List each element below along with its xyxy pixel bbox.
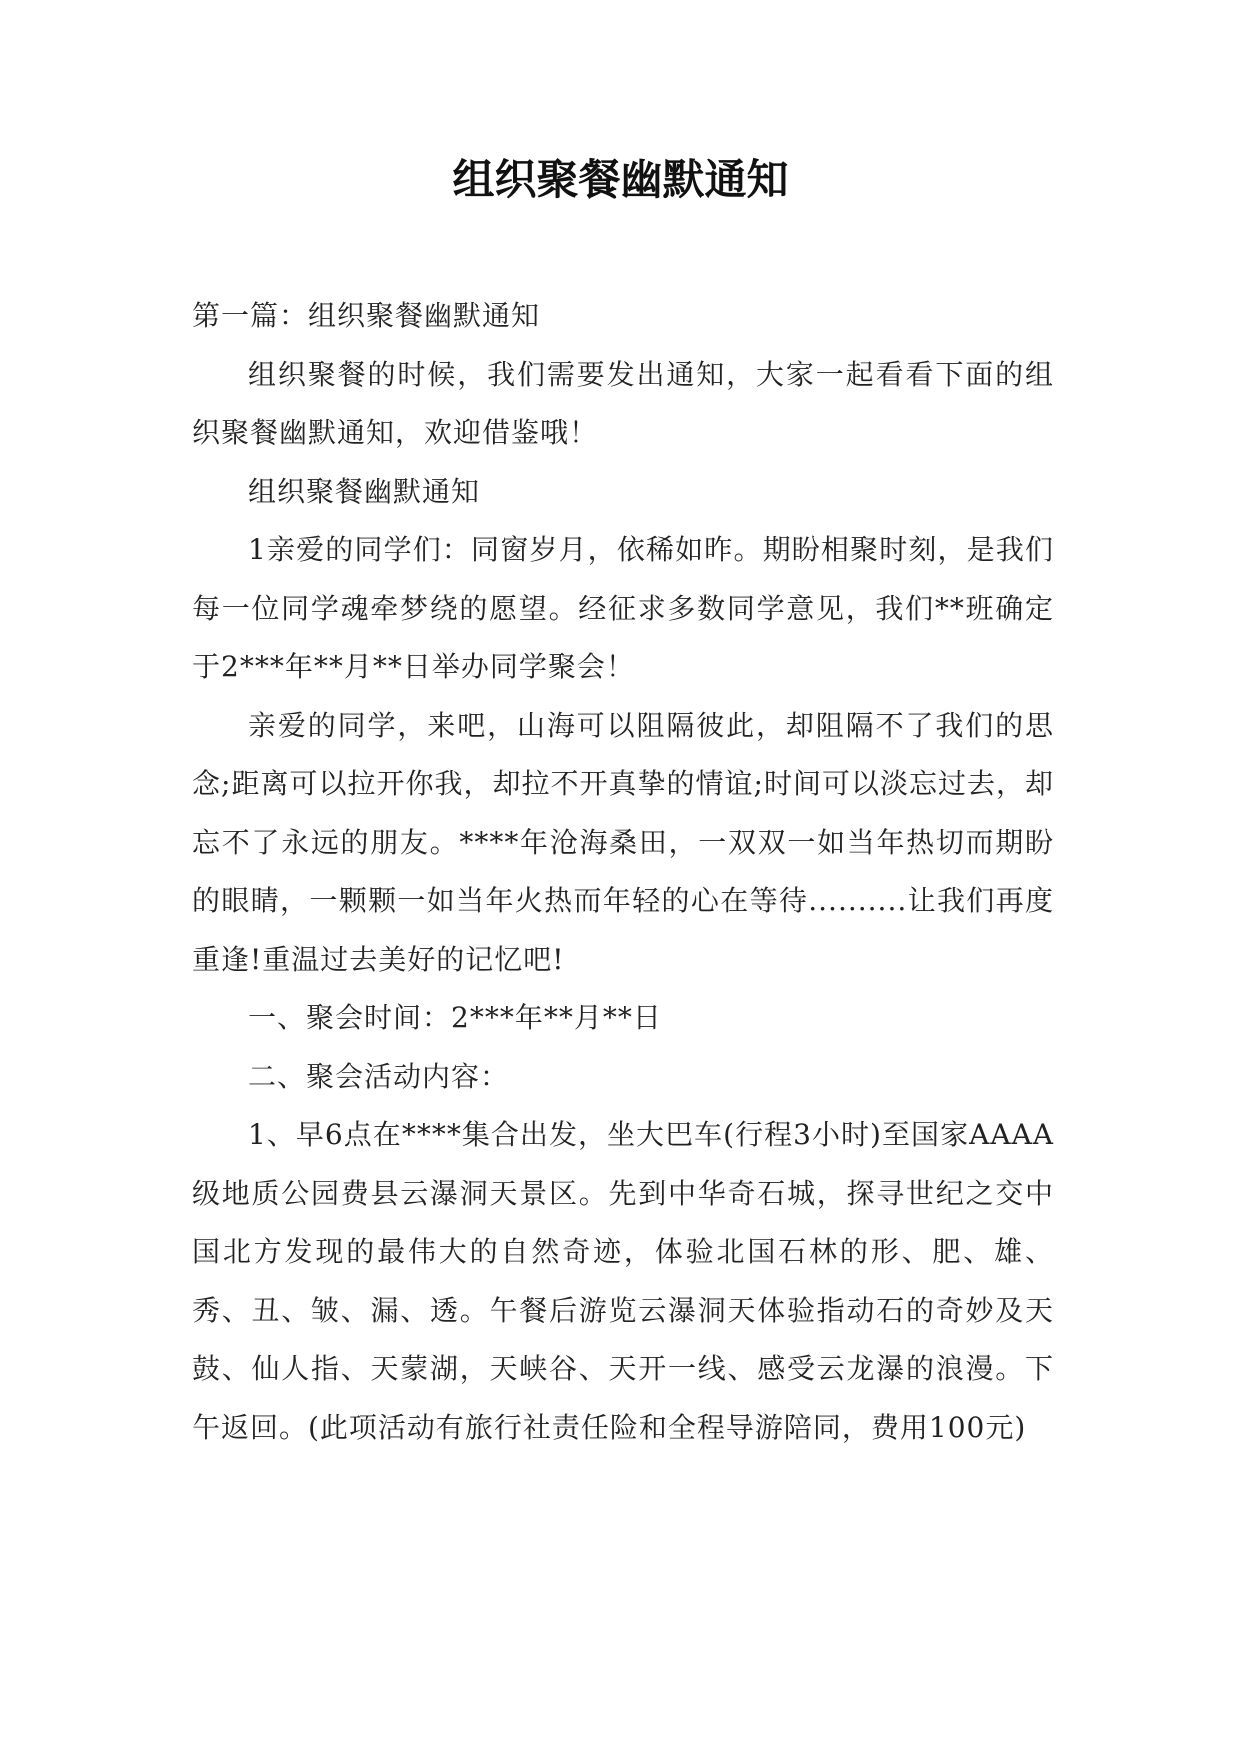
document-body	[192, 287, 1054, 1457]
invitation-paragraph: 亲爱的同学，来吧，山海可以阻隔彼此，却阻隔不了我们的思念;距离可以拉开你我，却拉不开真挚的情谊;时间可以淡忘过去，却忘不了永远的朋友。****年沧海桑田，一双双一如当年热切而期盼的眼睛，一颗颗一如当年火热而年轻的心在等待..........让我们再度重逢!重温过去美好的记忆吧!	[192, 708, 1054, 976]
time-paragraph: 一、聚会时间：2***年**月**日	[248, 1001, 662, 1034]
subtitle-paragraph: 组织聚餐幽默通知	[248, 474, 481, 508]
intro-paragraph: 组织聚餐的时候，我们需要发出通知，大家一起看看下面的组织聚餐幽默通知，欢迎借鉴哦！	[192, 357, 1054, 449]
section-heading: 第一篇：组织聚餐幽默通知	[192, 299, 541, 332]
activities-heading: 二、聚会活动内容：	[248, 1059, 510, 1093]
greeting-paragraph: 1亲爱的同学们：同窗岁月，依稀如昨。期盼相聚时刻，是我们每一位同学魂牵梦绕的愿望。经征求多数同学意见，我们**班确定于2***年**月**日举办同学聚会！	[192, 533, 1054, 683]
activity-item-1: 1、早6点在****集合出发，坐大巴车(行程3小时)至国家AAAA级地质公园费县云瀑洞天景区。先到中华奇石城，探寻世纪之交中国北方发现的最伟大的自然奇迹，体验北国石林的形、肥、雄、秀、丑、皱、漏、透。午餐后游览云瀑洞天体验指动石的奇妙及天鼓、仙人指、天蒙湖，天峡谷、天开一线、感受云龙瀑的浪漫。下午返回。(此项活动有旅行社责任险和全程导游陪同，费用100元)	[192, 1118, 1054, 1444]
document-title: 组织聚餐幽默通知	[452, 155, 789, 204]
